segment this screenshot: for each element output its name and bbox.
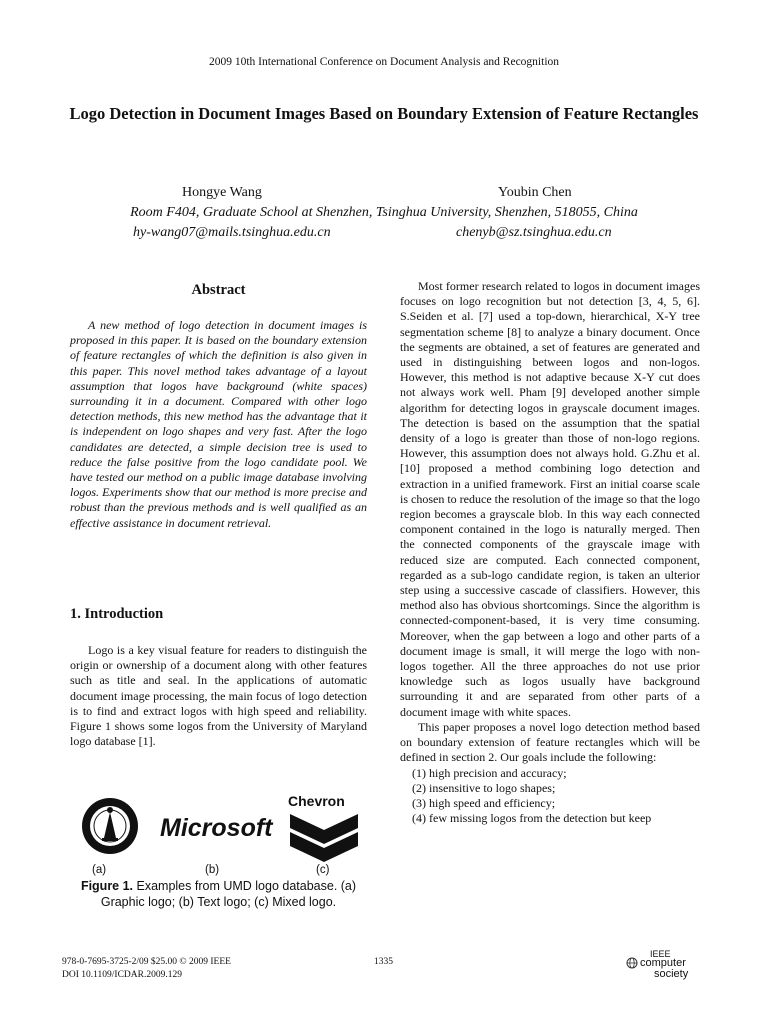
conference-header: 2009 10th International Conference on Document Analysis and Recognition bbox=[208, 56, 560, 68]
figure-label-a: (a) bbox=[92, 864, 107, 876]
paper-title: Logo Detection in Document Images Based on Boundary Extension of Feature Rectangles bbox=[69, 104, 699, 123]
ieee-label: IEEE bbox=[650, 949, 671, 959]
introduction-heading: 1. Introduction bbox=[70, 606, 164, 622]
goal-item: (3) high speed and efficiency; bbox=[412, 795, 556, 810]
abstract-body bbox=[70, 318, 367, 531]
author-email-1: hy-wang07@mails.tsinghua.edu.cn bbox=[133, 225, 331, 240]
text-logo bbox=[160, 814, 274, 842]
author-name-1: Hongye Wang bbox=[182, 185, 262, 200]
right-column-body bbox=[400, 279, 700, 826]
mixed-logo-wordmark: Chevron bbox=[288, 793, 345, 809]
society-label: society bbox=[654, 968, 689, 980]
mixed-logo bbox=[288, 793, 358, 862]
related-work-paragraph: Most former research related to logos in document images focuses on logo recognition but not detection [3, 4, 5, 6]. S.Seiden et al. [7] used a top-down, hierarchical, X-Y tree segmentation scheme [8] to analyze a binary document. Once the segments are obtained, a set of features are generated and used in distinguishing between logos and non-logos. However, this method is not adaptive because X-Y cut does not always work well. Pham [9] developed another simple algorithm for detecting logos in grayscale document images. The detection is based on the assumption that the spatial density of a logo is greater than those of non-logo regions. However, this assumption does not always hold. G.Zhu et al. [10] proposed a method combining logo detection and extraction in a unified framework. First an initial coarse scale is chosen to reduce the resolution of the image so that the logo region becomes a grayscale blob. In this way each connected component contained in the logo is naturally merged. Then the connected components of the grayscale image with reduced size are computed. Each connected component, regarded as a sub-logo candidate region, is taken an ulterior step using a successive cascade of classifiers. However, this method also has obvious shortcomings. Since the algorithm is connected-component-based, it is very time consuming. Moreover, when the gap between a logo and other parts of a document image is small, it will merge the logo with non-logos together. All the three approaches do not use prior knowledge such as logos usually have background surrounding it and are separated from other parts of a document image with white spaces. bbox=[400, 279, 700, 719]
introduction-body bbox=[70, 643, 367, 749]
graphic-logo bbox=[82, 798, 138, 854]
goal-item: (1) high precision and accuracy; bbox=[412, 765, 567, 780]
introduction-text: Logo is a key visual feature for readers to distinguish the origin or ownership of a document along with other features such as title and seal. In the applications of automatic document image processing, the main focus of logo detection is to find and extract logos with high speed and reliability. Figure 1 shows some logos from the University of Maryland logo database [1]. bbox=[70, 643, 367, 749]
figure-caption bbox=[70, 878, 367, 910]
figure-caption-text: Examples from UMD logo database. (a) Graphic logo; (b) Text logo; (c) Mixed logo. bbox=[100, 879, 357, 909]
figure-label-c: (c) bbox=[316, 864, 330, 876]
globe-icon bbox=[626, 957, 638, 969]
figure-caption-label: Figure 1. bbox=[80, 879, 134, 893]
abstract-heading: Abstract bbox=[191, 282, 246, 298]
goals-paragraph: This paper proposes a novel logo detection method based on boundary extension of feature rectangles which will be defined in section 2. Our goals include the following: bbox=[400, 719, 700, 765]
footer-isbn: 978-0-7695-3725-2/09 $25.00 © 2009 IEEE bbox=[62, 957, 231, 967]
page-number: 1335 bbox=[374, 957, 393, 967]
goal-item: (2) insensitive to logo shapes; bbox=[412, 780, 556, 795]
figure-1 bbox=[78, 788, 368, 868]
text-logo-wordmark: Microsoft bbox=[160, 814, 273, 842]
abstract-text: A new method of logo detection in document images is proposed in this paper. It is based on the boundary extension of feature rectangles of which the definition is also given in this paper. This novel method takes advantage of a layout assumption that logos have background (white spaces) surrounding it in a document. Compared with other logo detection methods, this new method has the advantage that it is independent on logo shapes and very fast. After the logo candidates are detected, a simple decision tree is used to reduce the false positive from the logo candidate pool. We have tested our method on a public image database involving logos. Experiments show that our method is more precise and robust than the previous methods and is well qualified as an effective assistance in document retrieval. bbox=[70, 318, 367, 530]
ieee-computer-society-logo bbox=[626, 950, 706, 982]
figure-label-b: (b) bbox=[205, 864, 220, 876]
affiliation: Room F404, Graduate School at Shenzhen, Tsinghua University, Shenzhen, 518055, China bbox=[130, 205, 638, 220]
footer-doi: DOI 10.1109/ICDAR.2009.129 bbox=[62, 970, 182, 980]
author-name-2: Youbin Chen bbox=[498, 185, 572, 200]
computer-label: computer bbox=[640, 957, 686, 969]
figure-1-logos bbox=[78, 788, 368, 868]
goal-item: (4) few missing logos from the detection but keep bbox=[412, 811, 652, 826]
author-email-2: chenyb@sz.tsinghua.edu.cn bbox=[456, 225, 612, 240]
